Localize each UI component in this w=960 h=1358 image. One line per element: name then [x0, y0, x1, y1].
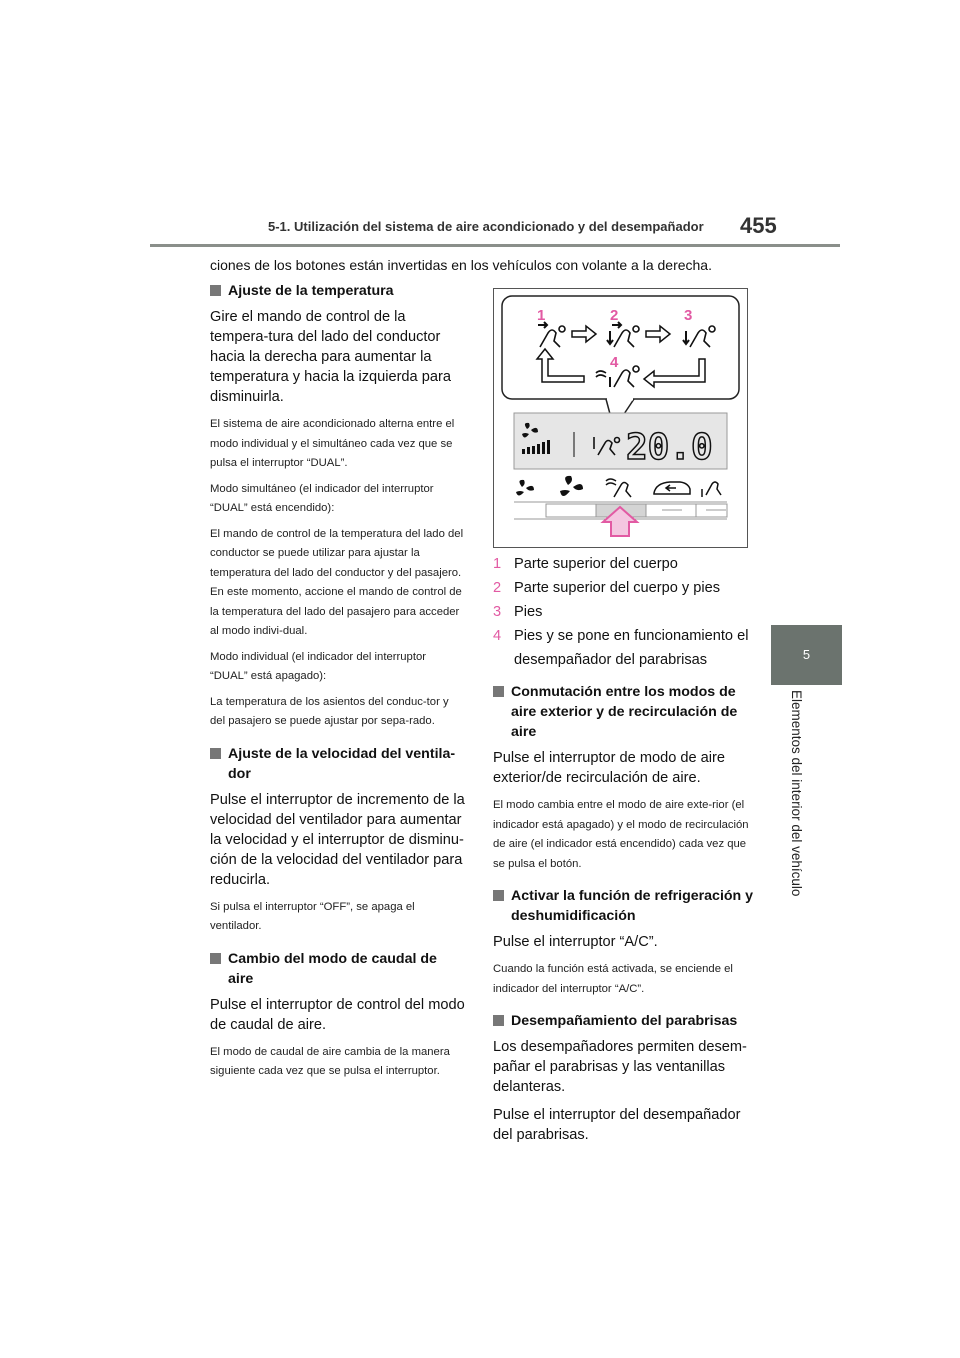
fan-up-icon [560, 476, 583, 496]
airflow-mode-figure [493, 288, 748, 548]
note: El modo cambia entre el modo de aire exte-rior (el indicador está apagado) y el modo de recirculación de aire (el indicador está encendido) cada vez que se pulsa el botón. [493, 799, 749, 870]
bullet-square-icon [210, 285, 221, 296]
legend-item: 4 Pies y se pone en funcionamiento el desempañador del parabrisas [493, 628, 749, 668]
defrost-mode-icon [606, 479, 631, 497]
note: El modo de caudal de aire cambia de la manera siguiente cada vez que se pulsa el interruptor. [210, 1045, 450, 1077]
note: Cuando la función está activada, se enciende el indicador del interruptor “A/C”. [493, 963, 733, 995]
fan-down-icon [516, 480, 534, 496]
bullet-square-icon [210, 953, 221, 964]
note: La temperatura de los asientos del conduc-tor y del pasajero se puede ajustar por sepa-rado. [210, 695, 449, 727]
mode-label-2: 2 [610, 307, 619, 324]
paragraph: Pulse el interruptor “A/C”. [493, 934, 658, 950]
section-title: 5-1. Utilización del sistema de aire acondicionado y del desempañador [268, 219, 704, 234]
temperature-readout: 20.0 [626, 427, 713, 468]
paragraph: Gire el mando de control de la tempera-tura del lado del conductor hacia la derecha para aumentar la temperatura y hacia la izquierda para disminuirla. [210, 309, 451, 405]
bullet-square-icon [493, 890, 504, 901]
left-column [210, 281, 466, 1088]
note: Modo individual (el indicador del interruptor “DUAL” está apagado): [210, 650, 427, 682]
paragraph: Pulse el interruptor de control del modo de caudal de aire. [210, 996, 465, 1033]
figure-illustration [494, 289, 747, 547]
right-column [493, 552, 755, 1153]
chapter-tab[interactable]: 5 [771, 625, 842, 685]
section-heading-recirculation: Conmutación entre los modos de aire exterior y de recirculación de aire [493, 682, 755, 742]
bullet-square-icon [210, 748, 221, 759]
page-number: 455 [740, 213, 777, 238]
section-heading-defrost: Desempañamiento del parabrisas [493, 1011, 755, 1031]
mode-label-1: 1 [537, 307, 546, 324]
legend-item: 2 Parte superior del cuerpo y pies [493, 580, 721, 596]
paragraph: Pulse el interruptor de incremento de la velocidad del ventilador para aumentar la velocidad y el interruptor de disminu-ción de la velocidad del ventilador para reducirla. [210, 791, 465, 888]
recirculation-icon [654, 482, 690, 494]
chapter-label: Elementos del interior del vehículo [789, 690, 804, 897]
section-heading-fan-speed: Ajuste de la velocidad del ventila-dor [210, 744, 466, 784]
mode-legend [493, 552, 755, 672]
note: Modo simultáneo (el indicador del interruptor “DUAL” está encendido): [210, 482, 434, 514]
section-heading-ac: Activar la función de refrigeración y deshumidificación [493, 886, 755, 926]
seat-button-icon [702, 482, 721, 497]
mode-label-4: 4 [610, 354, 619, 371]
section-heading-airflow-mode: Cambio del modo de caudal de aire [210, 949, 466, 989]
mode-label-3: 3 [684, 307, 693, 324]
note: El sistema de aire acondicionado alterna entre el modo individual y el simultáneo cada vez que se pulsa el interruptor “DUAL”. [210, 418, 455, 469]
paragraph: Pulse el interruptor de modo de aire exterior/de recirculación de aire. [493, 750, 726, 786]
section-heading-temperature: Ajuste de la temperatura [210, 281, 466, 301]
paragraph: Los desempañadores permiten desem-pañar el parabrisas y las ventanillas delanteras. [493, 1039, 747, 1095]
note: Si pulsa el interruptor “OFF”, se apaga el ventilador. [210, 900, 415, 932]
legend-item: 1 Parte superior del cuerpo [493, 556, 678, 572]
bullet-square-icon [493, 686, 504, 697]
header-divider [150, 244, 840, 247]
intro-text: ciones de los botones están invertidas en los vehículos con volante a la derecha. [210, 257, 712, 273]
note: El mando de control de la temperatura del lado del conductor se puede utilizar para ajustar la temperatura del lado del conductor y del pasajero. En este momento, accione el mando de control de la temperatura del lado del pasajero para acceder al modo indivi-dual. [210, 527, 464, 637]
button-row [546, 504, 727, 517]
legend-item: 3 Pies [493, 604, 543, 620]
bullet-square-icon [493, 1015, 504, 1026]
paragraph: Pulse el interruptor del desempañador del parabrisas. [493, 1107, 741, 1143]
